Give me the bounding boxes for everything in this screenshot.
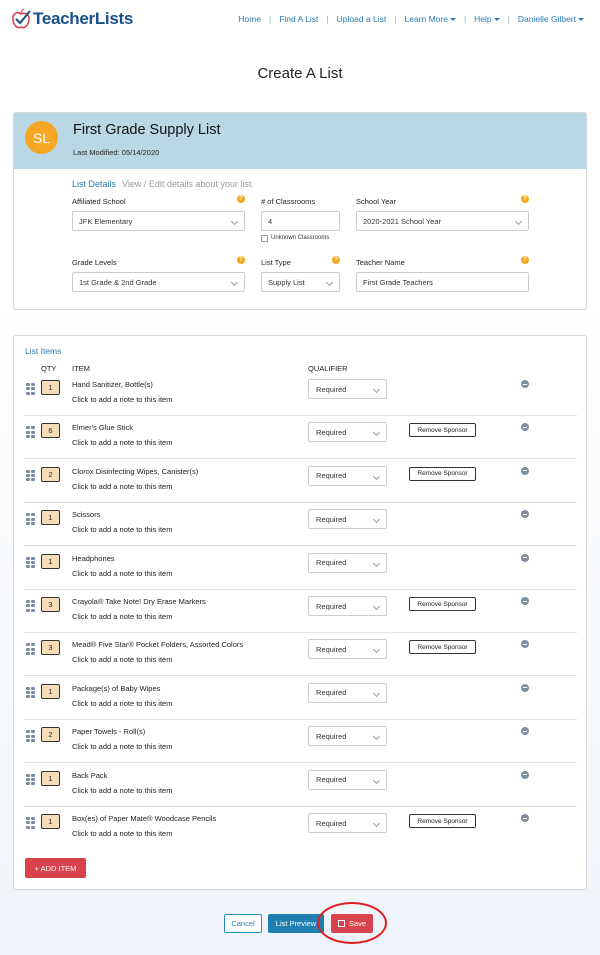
chevron-down-icon — [326, 279, 333, 286]
qualifier-select[interactable] — [308, 422, 387, 442]
top-header — [0, 0, 600, 40]
drag-handle-icon[interactable] — [26, 513, 35, 525]
list-item — [24, 764, 577, 807]
qty-box[interactable]: 1 — [41, 771, 60, 786]
classrooms-value: 4 — [268, 216, 273, 226]
remove-item-icon[interactable] — [521, 423, 529, 431]
remove-item-icon[interactable] — [521, 554, 529, 562]
year-label: School Year — [356, 197, 397, 206]
qualifier-value: Required — [316, 558, 347, 568]
caret-down-icon — [450, 18, 456, 21]
item-note-link[interactable]: Click to add a note to this item — [72, 568, 173, 578]
remove-item-icon[interactable] — [521, 684, 529, 692]
item-name: Back Pack — [72, 770, 108, 780]
grade-value: 1st Grade & 2nd Grade — [79, 277, 157, 287]
qty-box[interactable]: 1 — [41, 684, 60, 699]
apple-check-icon — [10, 8, 32, 30]
school-year-select[interactable] — [356, 211, 529, 231]
list-preview-button[interactable]: List Preview — [268, 914, 324, 933]
help-icon[interactable]: ? — [521, 195, 529, 203]
teacher-name-input[interactable] — [356, 272, 529, 292]
nav-separator: | — [326, 14, 329, 24]
chevron-down-icon — [373, 429, 380, 436]
qualifier-select[interactable] — [308, 770, 387, 790]
help-icon[interactable]: ? — [237, 195, 245, 203]
nav-separator: | — [268, 14, 272, 24]
drag-handle-icon[interactable] — [26, 426, 35, 438]
item-column-header: ITEM — [72, 364, 90, 373]
list-details-card — [13, 112, 587, 310]
item-name: Clorox Disinfecting Wipes, Canister(s) — [72, 466, 199, 476]
nav-home[interactable]: Home — [238, 14, 261, 24]
remove-item-icon[interactable] — [521, 380, 529, 388]
help-icon[interactable]: ? — [521, 256, 529, 264]
chevron-down-icon — [231, 218, 238, 225]
help-icon[interactable]: ? — [237, 256, 245, 264]
item-note-link[interactable]: Click to add a note to this item — [72, 698, 173, 708]
list-item — [24, 460, 577, 503]
chevron-down-icon — [373, 646, 380, 653]
drag-handle-icon[interactable] — [26, 730, 35, 742]
nav-help-label: Help — [474, 14, 492, 24]
teacher-label: Teacher Name — [356, 258, 405, 267]
remove-item-icon[interactable] — [521, 597, 529, 605]
chevron-down-icon — [373, 733, 380, 740]
remove-item-icon[interactable] — [521, 771, 529, 779]
item-note-link[interactable]: Click to add a note to this item — [72, 438, 173, 448]
chevron-down-icon — [373, 777, 380, 784]
list-header-band — [14, 113, 586, 169]
remove-sponsor-button[interactable]: Remove Sponsor — [409, 814, 476, 828]
qualifier-value: Required — [316, 818, 347, 828]
qty-column-header: QTY — [41, 364, 57, 373]
qty-box[interactable]: 1 — [41, 814, 60, 829]
list-item — [24, 503, 577, 546]
qualifier-select[interactable] — [308, 379, 387, 399]
qty-box[interactable]: 6 — [41, 423, 60, 438]
nav-learn-more-label: Learn More — [404, 14, 448, 24]
teacher-name-value: First Grade Teachers — [363, 277, 433, 287]
caret-down-icon — [494, 18, 500, 21]
details-heading — [72, 179, 254, 189]
avatar: SL — [25, 121, 58, 154]
drag-handle-icon[interactable] — [26, 774, 35, 786]
nav-upload-a-list[interactable]: Upload a List — [336, 14, 387, 24]
chevron-down-icon — [231, 279, 238, 286]
logo-text: TeacherLists — [33, 9, 134, 28]
remove-item-icon[interactable] — [521, 467, 529, 475]
page-title: Create A List — [257, 65, 343, 82]
qualifier-select[interactable] — [308, 466, 387, 486]
item-note-link[interactable]: Click to add a note to this item — [72, 481, 173, 491]
classrooms-label: # of Classrooms — [261, 197, 316, 206]
nav-separator: | — [394, 14, 397, 24]
item-name: Headphones — [72, 553, 115, 563]
list-item — [24, 590, 577, 633]
qualifier-select[interactable] — [308, 813, 387, 833]
item-note-link[interactable]: Click to add a note to this item — [72, 612, 173, 621]
qty-box[interactable]: 1 — [41, 554, 60, 569]
qty-box[interactable]: 1 — [41, 510, 60, 525]
cancel-button[interactable]: Cancel — [224, 914, 262, 933]
chevron-down-icon — [373, 473, 380, 480]
caret-down-icon — [578, 18, 584, 21]
list-item — [24, 807, 577, 850]
list-item — [24, 373, 577, 416]
qualifier-select[interactable] — [308, 639, 387, 659]
drag-handle-icon[interactable] — [26, 643, 35, 655]
qualifier-select[interactable] — [308, 553, 387, 573]
list-item — [24, 677, 577, 720]
qualifier-select[interactable] — [308, 683, 387, 703]
item-note-link[interactable]: Click to add a note to this item — [72, 742, 173, 752]
item-name: Scissors — [72, 510, 101, 520]
chevron-down-icon — [373, 516, 380, 523]
drag-handle-icon[interactable] — [26, 817, 35, 829]
last-modified: Last Modified: 05/14/2020 — [73, 148, 160, 157]
help-icon[interactable]: ? — [332, 256, 340, 264]
item-name: Mead® Five Star® Pocket Folders, Assorted Colors — [72, 640, 244, 650]
chevron-down-icon — [515, 218, 522, 225]
highlight-ring — [317, 902, 387, 944]
school-select[interactable] — [72, 211, 245, 231]
details-title: List Details — [72, 179, 117, 189]
qualifier-value: Required — [316, 384, 347, 394]
chevron-down-icon — [373, 690, 380, 697]
qty-box[interactable]: 2 — [41, 727, 60, 742]
nav-separator: | — [463, 14, 467, 24]
grade-label: Grade Levels — [72, 258, 117, 267]
grade-select[interactable] — [72, 272, 245, 292]
qualifier-value: Required — [316, 644, 347, 654]
qualifier-select[interactable] — [308, 596, 387, 616]
list-item — [24, 416, 577, 459]
remove-sponsor-button[interactable]: Remove Sponsor — [409, 423, 476, 437]
qualifier-value: Required — [316, 514, 347, 524]
qualifier-value: Required — [316, 731, 347, 741]
qualifier-select[interactable] — [308, 509, 387, 529]
list-item — [24, 633, 577, 676]
list-item — [24, 720, 577, 763]
nav-user-menu[interactable] — [518, 14, 584, 24]
remove-sponsor-button[interactable]: Remove Sponsor — [409, 640, 476, 654]
qualifier-select[interactable] — [308, 726, 387, 746]
qualifier-value: Required — [316, 601, 347, 611]
item-note-link[interactable]: Click to add a note to this item — [72, 395, 173, 404]
qualifier-value: Required — [316, 471, 347, 481]
school-value: JFK Elementary — [79, 216, 133, 226]
classrooms-input[interactable] — [261, 211, 340, 231]
item-name: Hand Sanitizer, Bottle(s) — [72, 380, 153, 389]
item-name: Elmer's Glue Stick — [72, 423, 134, 433]
drag-handle-icon[interactable] — [26, 557, 35, 569]
list-items-title: List Items — [25, 346, 62, 356]
qualifier-value: Required — [316, 427, 347, 437]
remove-item-icon[interactable] — [521, 814, 529, 822]
drag-handle-icon[interactable] — [26, 383, 35, 395]
item-name: Package(s) of Baby Wipes — [72, 683, 161, 693]
item-note-link[interactable]: Click to add a note to this item — [72, 525, 173, 535]
type-label: List Type — [261, 258, 291, 267]
school-label: Affiliated School — [72, 197, 126, 206]
school-year-value: 2020-2021 School Year — [363, 216, 441, 226]
list-items-card — [13, 335, 587, 890]
qualifier-column-header: QUALIFIER — [308, 364, 348, 373]
details-subtitle: View / Edit details about your list. — [122, 179, 254, 189]
qty-box[interactable]: 3 — [41, 640, 60, 655]
remove-item-icon[interactable] — [521, 727, 529, 735]
logo[interactable] — [10, 8, 133, 30]
remove-item-icon[interactable] — [521, 640, 529, 648]
unknown-classrooms-label: Unknown Classrooms — [271, 235, 330, 241]
main-nav — [238, 14, 584, 24]
item-name: Box(es) of Paper Mate® Woodcase Pencils — [72, 814, 217, 823]
nav-user-name: Danielle Gilbert — [517, 14, 576, 24]
list-type-select[interactable] — [261, 272, 340, 292]
chevron-down-icon — [373, 820, 380, 827]
item-note-link[interactable]: Click to add a note to this item — [72, 785, 173, 795]
qualifier-value: Required — [316, 775, 347, 785]
nav-learn-more[interactable] — [404, 14, 455, 24]
list-title: First Grade Supply List — [73, 122, 221, 138]
nav-find-a-list[interactable]: Find A List — [279, 14, 319, 24]
remove-item-icon[interactable] — [521, 510, 529, 518]
item-name: Paper Towels - Roll(s) — [72, 727, 146, 737]
qty-box[interactable]: 3 — [41, 597, 60, 612]
save-label: Save — [348, 919, 367, 928]
list-type-value: Supply List — [268, 277, 305, 287]
item-name: Crayola® Take Note! Dry Erase Markers — [72, 597, 206, 606]
unknown-classrooms-checkbox[interactable] — [261, 235, 268, 242]
add-item-button[interactable]: + ADD ITEM — [25, 858, 86, 878]
chevron-down-icon — [373, 560, 380, 567]
drag-handle-icon[interactable] — [26, 470, 35, 482]
chevron-down-icon — [373, 386, 380, 393]
drag-handle-icon[interactable] — [26, 687, 35, 699]
item-note-link[interactable]: Click to add a note to this item — [72, 829, 173, 838]
remove-sponsor-button[interactable]: Remove Sponsor — [409, 597, 476, 611]
chevron-down-icon — [373, 603, 380, 610]
nav-help[interactable] — [474, 14, 499, 24]
remove-sponsor-button[interactable]: Remove Sponsor — [409, 467, 476, 481]
drag-handle-icon[interactable] — [26, 600, 35, 612]
list-item — [24, 547, 577, 590]
item-note-link[interactable]: Click to add a note to this item — [72, 655, 173, 665]
qty-box[interactable]: 2 — [41, 467, 60, 482]
qualifier-value: Required — [316, 688, 347, 698]
qty-box[interactable]: 1 — [41, 380, 60, 395]
nav-separator: | — [507, 14, 510, 24]
